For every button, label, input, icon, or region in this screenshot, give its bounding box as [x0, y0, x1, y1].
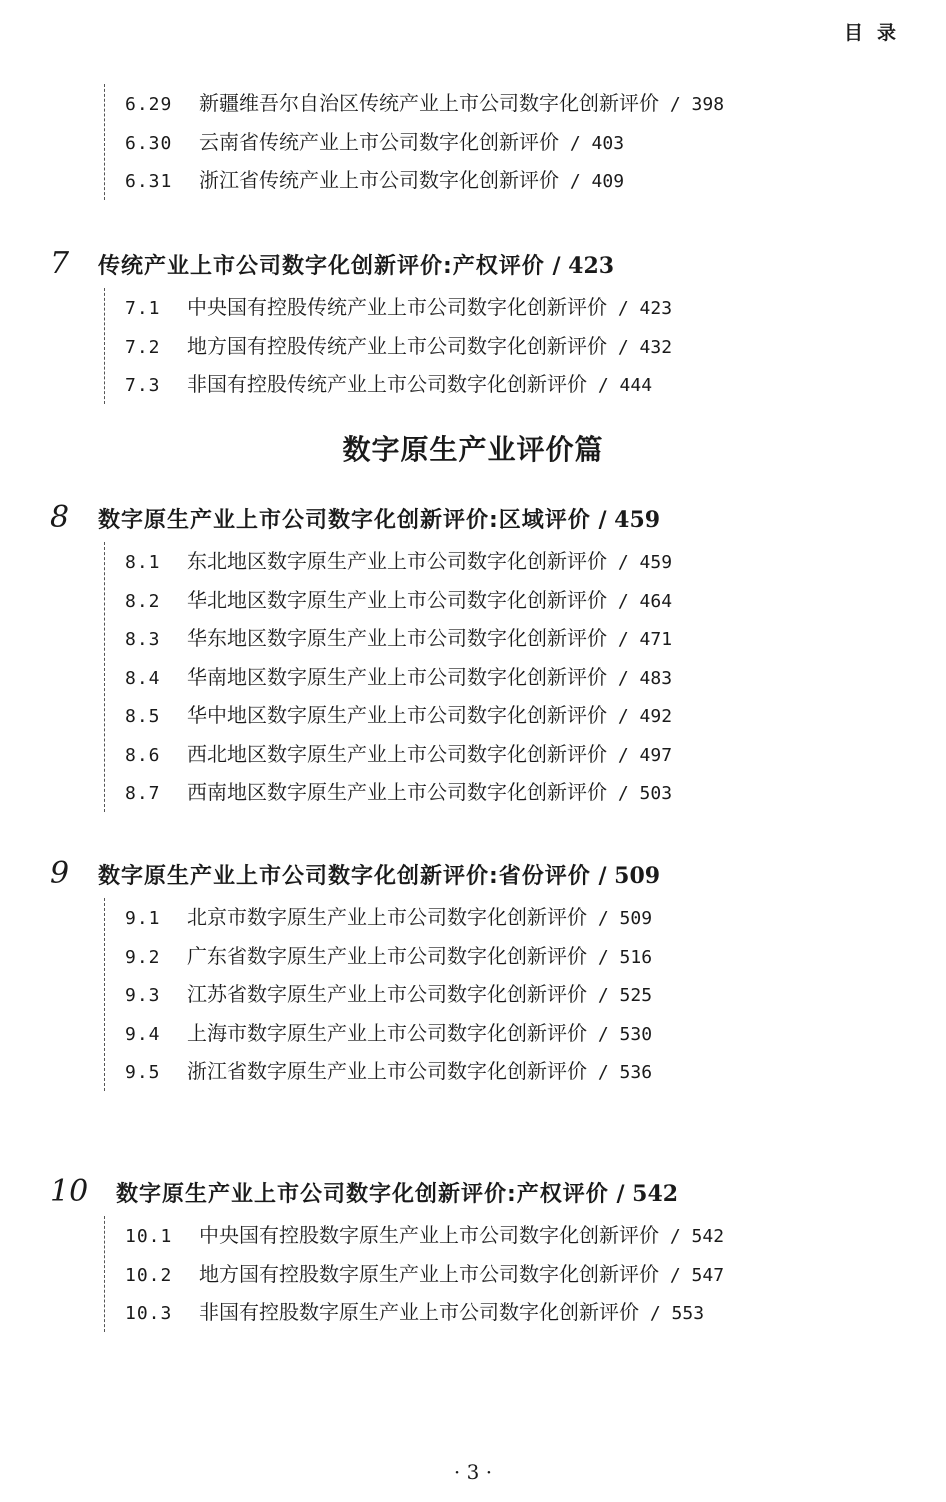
toc-entry-title: 云南省传统产业上市公司数字化创新评价	[199, 129, 559, 154]
toc-entry-page-ref: / 432	[607, 336, 673, 358]
toc-entry-title: 上海市数字原生产业上市公司数字化创新评价	[187, 1020, 587, 1045]
toc-entry[interactable]	[125, 542, 672, 581]
chapter-9-subsections	[104, 898, 652, 1091]
toc-entry-title: 东北地区数字原生产业上市公司数字化创新评价	[187, 549, 607, 573]
toc-entry-number: 6.29	[125, 94, 173, 115]
toc-entry-page-number: 492	[639, 706, 673, 727]
toc-entry[interactable]	[125, 773, 672, 812]
toc-entry-number: 6.30	[125, 132, 173, 154]
toc-entry[interactable]	[125, 658, 672, 697]
toc-entry-page-number: 444	[619, 375, 653, 396]
chapter-8-heading[interactable]	[50, 500, 660, 535]
page-header: 目录	[843, 22, 910, 44]
toc-entry-page-number: 536	[619, 1062, 653, 1083]
chapter-6-subsections	[104, 84, 724, 200]
toc-entry[interactable]	[125, 1052, 652, 1091]
chapter-10-subsections	[104, 1216, 724, 1332]
chapter-number: 9	[50, 856, 70, 891]
toc-entry-page-ref: / 536	[587, 1062, 653, 1083]
chapter-7-subsections	[104, 288, 672, 404]
toc-entry-page-ref: / 530	[587, 1023, 653, 1045]
chapter-page-number: 423	[568, 253, 615, 279]
toc-entry[interactable]	[125, 1255, 724, 1294]
toc-entry[interactable]	[125, 735, 672, 774]
toc-entry-title: 非国有控股数字原生产业上市公司数字化创新评价	[199, 1300, 639, 1324]
toc-entry-page-number: 464	[639, 590, 673, 612]
chapter-number: 7	[50, 246, 70, 281]
toc-entry-number: 8.1	[125, 552, 161, 573]
chapter-number: 10	[50, 1174, 89, 1209]
toc-entry-number: 9.1	[125, 908, 161, 929]
toc-entry[interactable]	[125, 84, 724, 123]
toc-entry[interactable]	[125, 288, 672, 327]
toc-entry-page-ref: / 503	[607, 783, 673, 804]
toc-entry-page-ref: / 547	[659, 1264, 725, 1286]
toc-entry-number: 10.2	[125, 1264, 173, 1286]
toc-entry-title: 华南地区数字原生产业上市公司数字化创新评价	[187, 664, 607, 689]
toc-entry[interactable]	[125, 619, 672, 658]
toc-entry-number: 8.2	[125, 590, 161, 612]
toc-entry[interactable]	[125, 327, 672, 366]
toc-entry[interactable]	[125, 1014, 652, 1053]
toc-entry-page-number: 471	[639, 629, 673, 650]
toc-entry-page-ref: / 483	[607, 667, 673, 689]
toc-entry-page-ref: / 492	[607, 706, 673, 727]
toc-entry-title: 华东地区数字原生产业上市公司数字化创新评价	[187, 626, 607, 650]
toc-entry-number: 7.2	[125, 336, 161, 358]
toc-entry-page-ref: / 464	[607, 590, 673, 612]
toc-entry-page-ref: / 459	[607, 552, 673, 573]
toc-entry-title: 中央国有控股传统产业上市公司数字化创新评价	[187, 295, 607, 319]
toc-entry-number: 8.5	[125, 706, 161, 727]
toc-entry-page-number: 432	[639, 336, 673, 358]
section-title: 数字原生产业评价篇	[342, 433, 604, 466]
toc-entry-title: 地方国有控股传统产业上市公司数字化创新评价	[187, 333, 607, 358]
toc-entry-number: 8.3	[125, 629, 161, 650]
toc-entry-page-number: 398	[691, 94, 725, 115]
chapter-page-number: 459	[614, 507, 661, 533]
toc-entry[interactable]	[125, 975, 652, 1014]
toc-entry-title: 浙江省数字原生产业上市公司数字化创新评价	[187, 1059, 587, 1083]
chapter-page-ref: / 423	[544, 253, 615, 279]
toc-entry-page-number: 503	[639, 783, 673, 804]
toc-entry-page-number: 459	[639, 552, 673, 573]
chapter-9-heading[interactable]	[50, 856, 660, 891]
toc-entry[interactable]	[125, 161, 724, 200]
toc-entry-number: 7.1	[125, 298, 161, 319]
toc-entry-page-number: 547	[691, 1264, 725, 1286]
chapter-page-ref: / 542	[608, 1181, 679, 1207]
chapter-title: 传统产业上市公司数字化创新评价:产权评价	[98, 254, 545, 279]
toc-entry-title: 新疆维吾尔自治区传统产业上市公司数字化创新评价	[199, 91, 659, 115]
toc-entry-number: 10.3	[125, 1303, 173, 1324]
toc-entry-title: 地方国有控股数字原生产业上市公司数字化创新评价	[199, 1261, 659, 1286]
toc-entry-number: 10.1	[125, 1226, 173, 1247]
toc-entry[interactable]	[125, 123, 724, 162]
chapter-page-ref: / 509	[590, 863, 661, 889]
chapter-number: 8	[50, 500, 70, 535]
toc-entry-page-ref: / 516	[587, 946, 653, 968]
toc-entry-title: 北京市数字原生产业上市公司数字化创新评价	[187, 905, 587, 929]
toc-entry-page-number: 525	[619, 985, 653, 1006]
toc-entry-number: 8.6	[125, 744, 161, 766]
toc-entry-page-number: 516	[619, 946, 653, 968]
toc-entry-page-number: 483	[639, 667, 673, 689]
toc-entry-page-number: 530	[619, 1023, 653, 1045]
chapter-title: 数字原生产业上市公司数字化创新评价:产权评价	[116, 1182, 609, 1207]
toc-entry[interactable]	[125, 1216, 724, 1255]
toc-entry-title: 浙江省传统产业上市公司数字化创新评价	[199, 168, 559, 192]
toc-entry-title: 华中地区数字原生产业上市公司数字化创新评价	[187, 703, 607, 727]
toc-entry[interactable]	[125, 898, 652, 937]
toc-entry-title: 西北地区数字原生产业上市公司数字化创新评价	[187, 741, 607, 766]
toc-entry-page-ref: / 509	[587, 908, 653, 929]
toc-entry[interactable]	[125, 696, 672, 735]
toc-entry-page-ref: / 497	[607, 744, 673, 766]
toc-entry-page-ref: / 553	[639, 1303, 705, 1324]
toc-entry-page-ref: / 423	[607, 298, 673, 319]
chapter-8-subsections	[104, 542, 672, 812]
chapter-page-number: 542	[632, 1181, 679, 1207]
toc-entry[interactable]	[125, 937, 652, 976]
toc-entry-page-number: 403	[591, 132, 625, 154]
toc-entry-number: 9.2	[125, 946, 161, 968]
toc-entry-title: 广东省数字原生产业上市公司数字化创新评价	[187, 943, 587, 968]
toc-entry-page-ref: / 525	[587, 985, 653, 1006]
toc-entry-page-ref: / 471	[607, 629, 673, 650]
toc-entry-title: 西南地区数字原生产业上市公司数字化创新评价	[187, 780, 607, 804]
chapter-7-heading[interactable]	[50, 246, 614, 281]
toc-entry-title: 江苏省数字原生产业上市公司数字化创新评价	[187, 982, 587, 1006]
chapter-page-number: 509	[614, 863, 661, 889]
chapter-title: 数字原生产业上市公司数字化创新评价:区域评价	[98, 508, 591, 533]
toc-entry-title: 非国有控股传统产业上市公司数字化创新评价	[187, 372, 587, 396]
toc-entry-number: 8.7	[125, 783, 161, 804]
toc-entry-page-ref: / 444	[587, 375, 653, 396]
toc-entry-number: 9.3	[125, 985, 161, 1006]
toc-entry-page-ref: / 398	[659, 94, 725, 115]
toc-entry-title: 华北地区数字原生产业上市公司数字化创新评价	[187, 587, 607, 612]
chapter-page-ref: / 459	[590, 507, 661, 533]
toc-entry-number: 9.4	[125, 1023, 161, 1045]
toc-entry[interactable]	[125, 1293, 724, 1332]
toc-entry-number: 7.3	[125, 375, 161, 396]
toc-entry-page-ref: / 542	[659, 1226, 725, 1247]
toc-entry-page-number: 497	[639, 744, 673, 766]
toc-entry-page-number: 553	[671, 1303, 705, 1324]
toc-entry-number: 8.4	[125, 667, 161, 689]
chapter-10-heading[interactable]	[50, 1174, 678, 1209]
chapter-title: 数字原生产业上市公司数字化创新评价:省份评价	[98, 864, 591, 889]
toc-entry-page-number: 409	[591, 171, 625, 192]
toc-entry-page-number: 423	[639, 298, 673, 319]
toc-entry-page-number: 509	[619, 908, 653, 929]
toc-entry-number: 6.31	[125, 171, 173, 192]
toc-entry-page-ref: / 409	[559, 171, 625, 192]
toc-entry[interactable]	[125, 581, 672, 620]
toc-entry-number: 9.5	[125, 1062, 161, 1083]
toc-entry-title: 中央国有控股数字原生产业上市公司数字化创新评价	[199, 1223, 659, 1247]
toc-entry-page-ref: / 403	[559, 132, 625, 154]
toc-entry-page-number: 542	[691, 1226, 725, 1247]
page-number-footer: · 3 ·	[453, 1460, 493, 1484]
toc-entry[interactable]	[125, 365, 672, 404]
